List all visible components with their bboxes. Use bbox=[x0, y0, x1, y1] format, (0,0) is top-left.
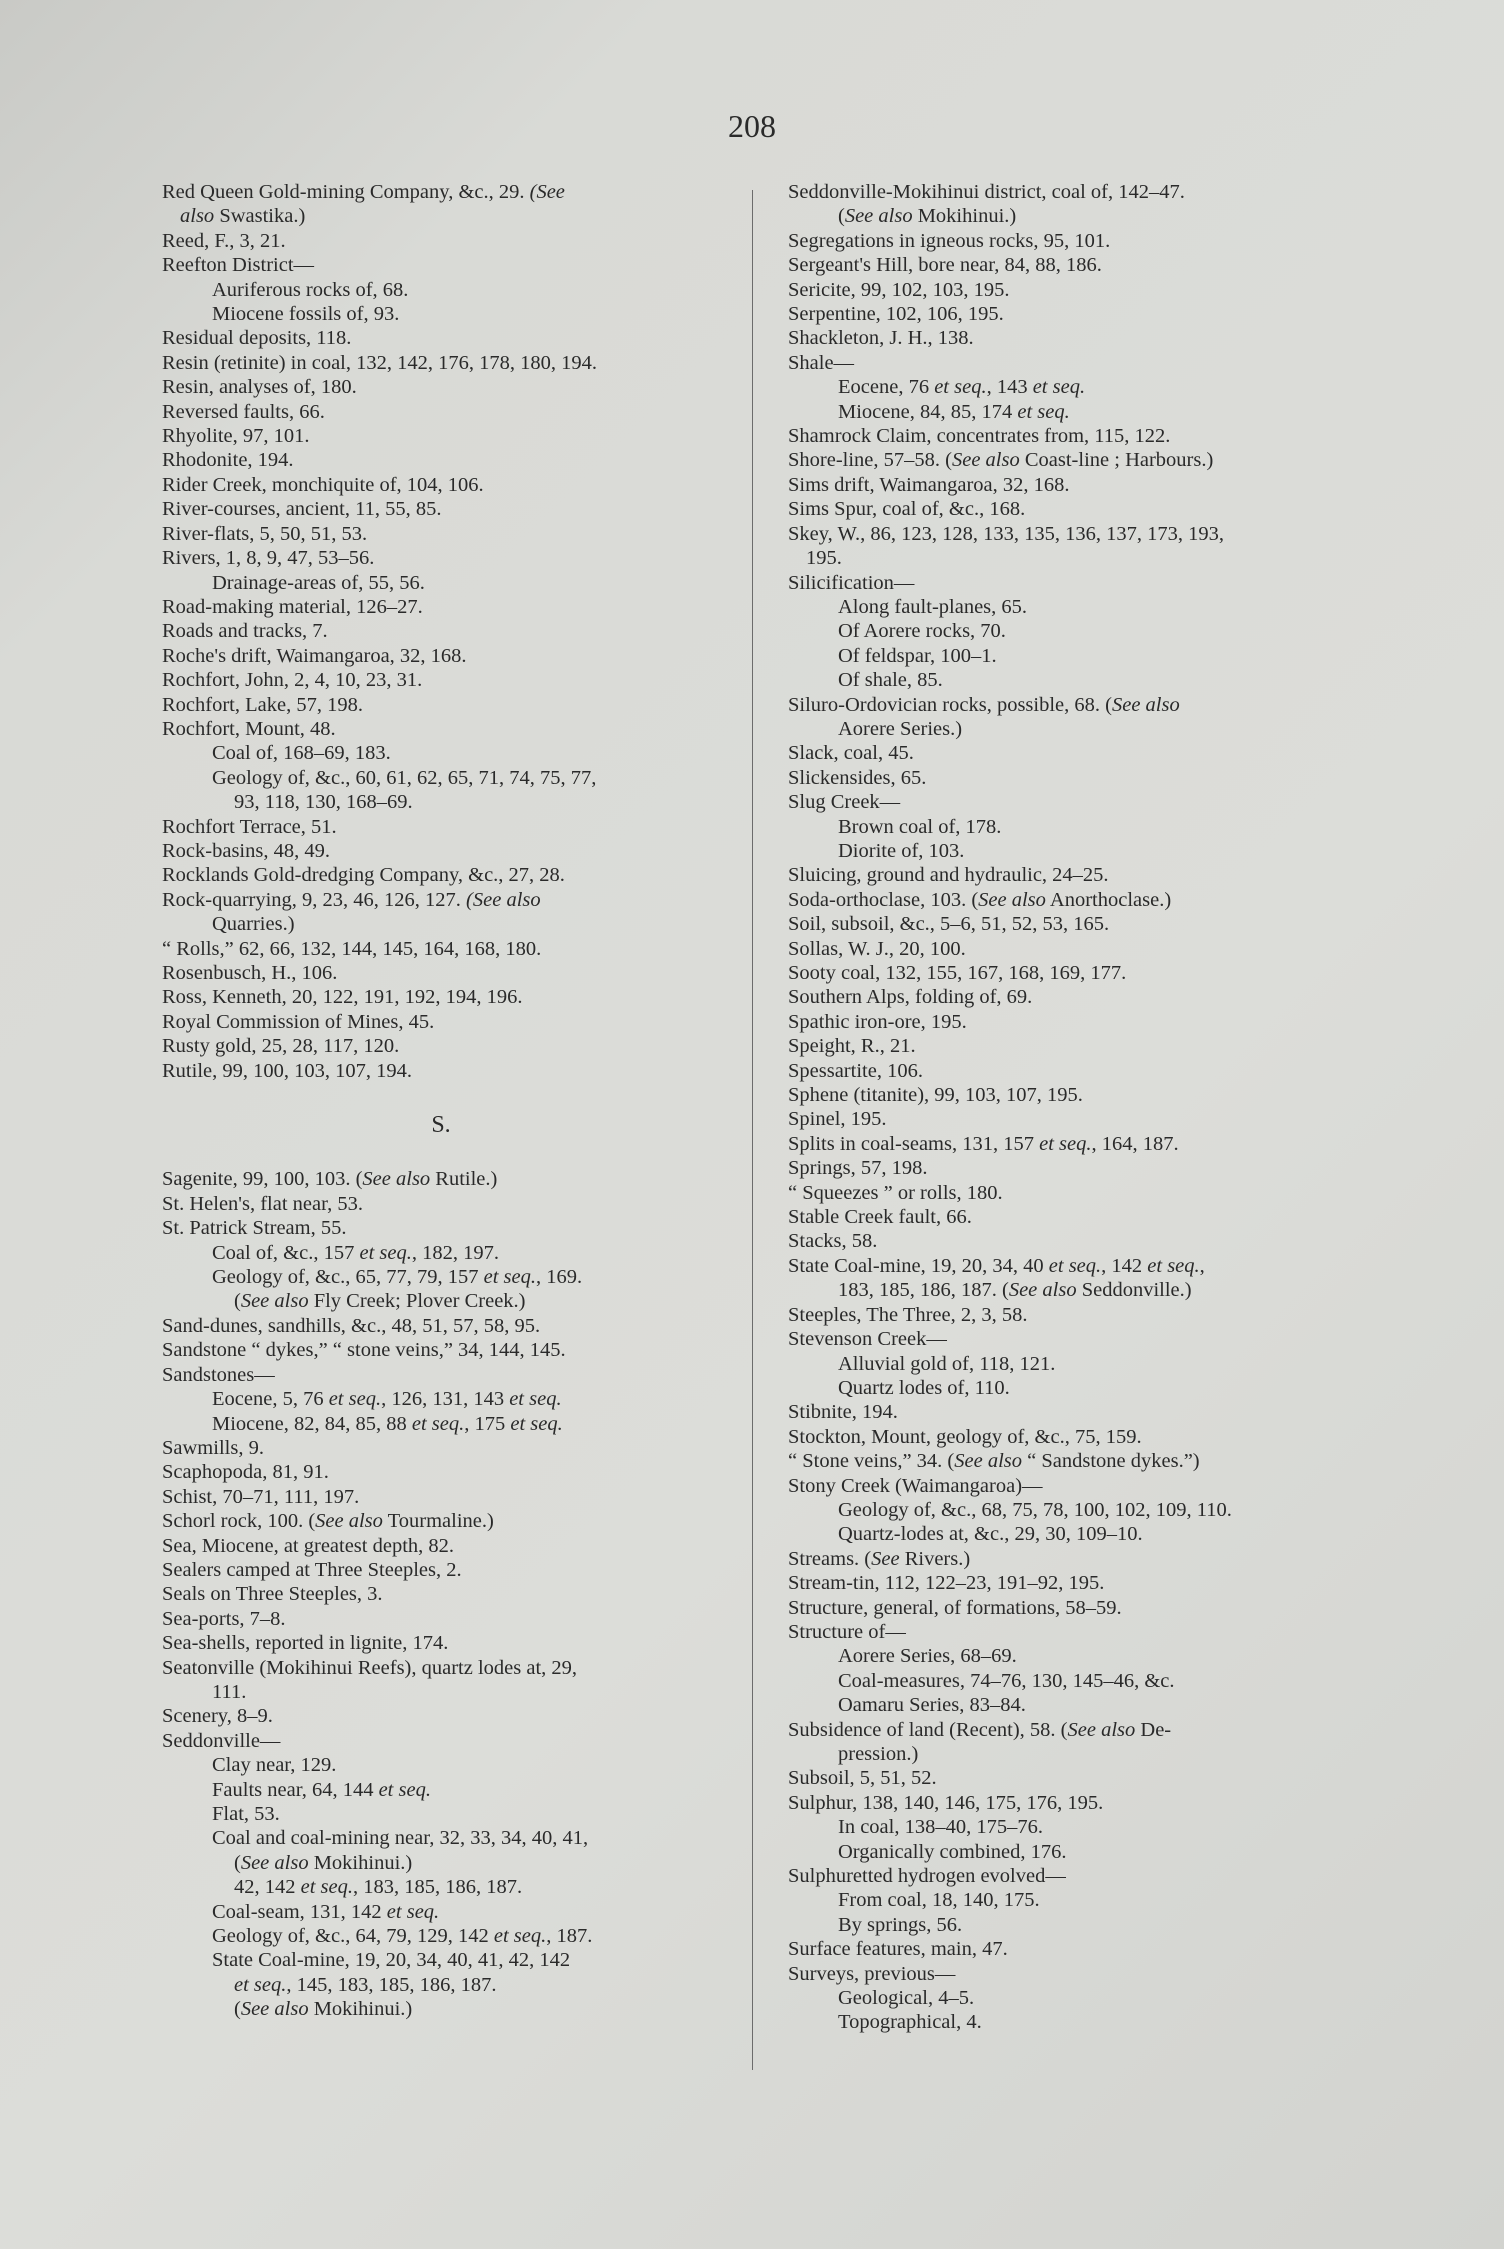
left-column bbox=[162, 180, 720, 2022]
index-entry: Seatonville (Mokihinui Reefs), quartz lodes at, 29, bbox=[162, 1656, 578, 1679]
index-entry: Sagenite, 99, 100, 103. (See also Rutile.) bbox=[162, 1168, 498, 1191]
index-subentry: Eocene, 76 et seq., 143 et seq. bbox=[838, 376, 1086, 399]
index-entry: also Swastika.) bbox=[180, 205, 306, 228]
index-entry: Resin (retinite) in coal, 132, 142, 176, 178, 180, 194. bbox=[162, 351, 597, 374]
index-entry: Sealers camped at Three Steeples, 2. bbox=[162, 1558, 462, 1581]
index-continuation: (See also Mokihinui.) bbox=[234, 1998, 413, 2021]
index-subentry: Faults near, 64, 144 et seq. bbox=[212, 1778, 431, 1801]
index-entry: State Coal-mine, 19, 20, 34, 40 et seq., 142 et seq., bbox=[788, 1254, 1205, 1277]
index-entry: Rutile, 99, 100, 103, 107, 194. bbox=[162, 1059, 412, 1082]
index-entry: Rhodonite, 194. bbox=[162, 449, 294, 472]
index-entry: Surface features, main, 47. bbox=[788, 1938, 1008, 1961]
index-continuation: (See also Mokihinui.) bbox=[838, 205, 1017, 228]
index-subentry: Of Aorere rocks, 70. bbox=[838, 620, 1006, 643]
index-entry: Reversed faults, 66. bbox=[162, 400, 325, 423]
index-continuation: Quarries.) bbox=[212, 913, 295, 936]
index-entry: Seals on Three Steeples, 3. bbox=[162, 1583, 383, 1606]
index-entry: Siluro-Ordovician rocks, possible, 68. (See also bbox=[788, 693, 1180, 716]
index-entry: Slack, coal, 45. bbox=[788, 742, 914, 765]
index-subentry: Geological, 4–5. bbox=[838, 1987, 975, 2010]
index-entry: Road-making material, 126–27. bbox=[162, 595, 423, 618]
index-entry: Sphene (titanite), 99, 103, 107, 195. bbox=[788, 1084, 1083, 1107]
index-entry: Rhyolite, 97, 101. bbox=[162, 425, 310, 448]
index-entry: Shamrock Claim, concentrates from, 115, 122. bbox=[788, 425, 1171, 448]
index-subentry: Drainage-areas of, 55, 56. bbox=[212, 571, 425, 594]
index-continuation: pression.) bbox=[838, 1743, 919, 1765]
index-entry: Slug Creek— bbox=[788, 791, 901, 814]
index-subentry: Coal of, &c., 157 et seq., 182, 197. bbox=[212, 1241, 499, 1264]
index-entry: Skey, W., 86, 123, 128, 133, 135, 136, 137, 173, 193, bbox=[788, 522, 1225, 545]
index-entry: Shore-line, 57–58. (See also Coast-line ; Harbours.) bbox=[788, 449, 1214, 472]
index-subentry: Clay near, 129. bbox=[212, 1754, 337, 1777]
index-subentry: Along fault-planes, 65. bbox=[838, 595, 1028, 618]
column-divider bbox=[752, 190, 753, 2070]
index-entry: Red Queen Gold-mining Company, &c., 29. (See bbox=[162, 181, 565, 203]
index-entry: Stevenson Creek— bbox=[788, 1328, 947, 1351]
index-entry: Springs, 57, 198. bbox=[788, 1157, 928, 1180]
index-subentry: Coal-measures, 74–76, 130, 145–46, &c. bbox=[838, 1669, 1175, 1692]
index-continuation: 195. bbox=[806, 547, 842, 570]
index-subentry: Of shale, 85. bbox=[838, 669, 943, 692]
index-entry: Reed, F., 3, 21. bbox=[162, 229, 286, 252]
index-entry: Sluicing, ground and hydraulic, 24–25. bbox=[788, 864, 1109, 887]
index-subentry: Coal of, 168–69, 183. bbox=[212, 742, 391, 765]
index-entry: Sergeant's Hill, bore near, 84, 88, 186. bbox=[788, 254, 1102, 277]
index-entry: Rock-basins, 48, 49. bbox=[162, 839, 330, 862]
index-entry: “ Stone veins,” 34. (See also “ Sandstone dykes.”) bbox=[788, 1450, 1200, 1473]
index-entry: Silicification— bbox=[788, 571, 915, 594]
index-continuation: 111. bbox=[212, 1680, 247, 1703]
index-subentry: Coal-seam, 131, 142 et seq. bbox=[212, 1900, 440, 1923]
index-subentry: Coal and coal-mining near, 32, 33, 34, 40, 41, bbox=[212, 1827, 589, 1850]
index-entry: Stable Creek fault, 66. bbox=[788, 1206, 972, 1229]
index-entry: Speight, R., 21. bbox=[788, 1035, 916, 1058]
index-subentry: Miocene fossils of, 93. bbox=[212, 303, 400, 326]
index-entry: Residual deposits, 118. bbox=[162, 327, 352, 350]
index-entry: Stony Creek (Waimangaroa)— bbox=[788, 1474, 1043, 1497]
index-entry: St. Patrick Stream, 55. bbox=[162, 1217, 347, 1240]
index-subentry: Quartz-lodes at, &c., 29, 30, 109–10. bbox=[838, 1523, 1143, 1546]
index-entry: Shackleton, J. H., 138. bbox=[788, 327, 974, 350]
index-subentry: Geology of, &c., 64, 79, 129, 142 et seq., 187. bbox=[212, 1925, 593, 1948]
index-entry: Sulphur, 138, 140, 146, 175, 176, 195. bbox=[788, 1791, 1104, 1814]
index-entry: Rochfort, John, 2, 4, 10, 23, 31. bbox=[162, 669, 423, 692]
index-entry: Resin, analyses of, 180. bbox=[162, 376, 357, 399]
index-entry: Rochfort Terrace, 51. bbox=[162, 815, 337, 838]
index-entry: Rusty gold, 25, 28, 117, 120. bbox=[162, 1035, 400, 1058]
index-entry: St. Helen's, flat near, 53. bbox=[162, 1192, 363, 1215]
index-continuation: (See also Mokihinui.) bbox=[234, 1851, 413, 1874]
index-entry: Rider Creek, monchiquite of, 104, 106. bbox=[162, 473, 484, 496]
index-entry: Sericite, 99, 102, 103, 195. bbox=[788, 278, 1010, 301]
index-entry: Sandstone “ dykes,” “ stone veins,” 34, 144, 145. bbox=[162, 1339, 566, 1362]
index-continuation: Aorere Series.) bbox=[838, 717, 963, 740]
index-subentry: Diorite of, 103. bbox=[838, 839, 965, 862]
index-entry: Shale— bbox=[788, 351, 855, 374]
index-entry: Soda-orthoclase, 103. (See also Anorthoclase.) bbox=[788, 888, 1172, 911]
index-subentry: Of feldspar, 100–1. bbox=[838, 644, 997, 667]
index-entry: Slickensides, 65. bbox=[788, 766, 927, 789]
index-continuation: 42, 142 et seq., 183, 185, 186, 187. bbox=[234, 1876, 523, 1899]
index-entry: Seddonville— bbox=[162, 1729, 281, 1752]
index-entry: Spathic iron-ore, 195. bbox=[788, 1010, 967, 1033]
index-entry: Splits in coal-seams, 131, 157 et seq., 164, 187. bbox=[788, 1132, 1179, 1155]
index-entry: Subsoil, 5, 51, 52. bbox=[788, 1767, 937, 1790]
index-entry: Southern Alps, folding of, 69. bbox=[788, 986, 1033, 1009]
index-subentry: Geology of, &c., 60, 61, 62, 65, 71, 74, 75, 77, bbox=[212, 766, 597, 789]
index-entry: Ross, Kenneth, 20, 122, 191, 192, 194, 196. bbox=[162, 986, 523, 1009]
index-entry: Schist, 70–71, 111, 197. bbox=[162, 1485, 360, 1508]
index-subentry: Eocene, 5, 76 et seq., 126, 131, 143 et seq. bbox=[212, 1388, 562, 1411]
index-entry: Stibnite, 194. bbox=[788, 1401, 898, 1424]
index-entry: Streams. (See Rivers.) bbox=[788, 1547, 971, 1570]
index-entry: River-flats, 5, 50, 51, 53. bbox=[162, 522, 368, 545]
index-subentry: Miocene, 84, 85, 174 et seq. bbox=[838, 400, 1070, 423]
index-subentry: Aorere Series, 68–69. bbox=[838, 1645, 1017, 1668]
index-subentry: Brown coal of, 178. bbox=[838, 815, 1002, 838]
index-subentry: Oamaru Series, 83–84. bbox=[838, 1694, 1026, 1717]
index-entry: Spinel, 195. bbox=[788, 1108, 887, 1131]
index-subentry: Quartz lodes of, 110. bbox=[838, 1376, 1010, 1399]
section-letter-heading: S. bbox=[431, 1112, 451, 1139]
index-entry: “ Rolls,” 62, 66, 132, 144, 145, 164, 168, 180. bbox=[162, 937, 542, 960]
index-entry: Stacks, 58. bbox=[788, 1230, 878, 1253]
index-entry: Surveys, previous— bbox=[788, 1962, 956, 1985]
index-entry: Rochfort, Mount, 48. bbox=[162, 717, 336, 740]
index-entry: Seddonville-Mokihinui district, coal of, 142–47. bbox=[788, 181, 1185, 203]
page-number: 208 bbox=[728, 108, 776, 144]
index-entry: Reefton District— bbox=[162, 254, 315, 277]
index-subentry: State Coal-mine, 19, 20, 34, 40, 41, 42, 142 bbox=[212, 1949, 571, 1972]
index-subentry: From coal, 18, 140, 175. bbox=[838, 1889, 1040, 1912]
index-entry: Sea, Miocene, at greatest depth, 82. bbox=[162, 1534, 455, 1557]
index-entry: Schorl rock, 100. (See also Tourmaline.) bbox=[162, 1510, 494, 1533]
index-entry: Sea-ports, 7–8. bbox=[162, 1607, 286, 1630]
index-subentry: Flat, 53. bbox=[212, 1803, 280, 1825]
index-entry: Scenery, 8–9. bbox=[162, 1705, 273, 1728]
index-entry: Roche's drift, Waimangaroa, 32, 168. bbox=[162, 644, 467, 667]
index-subentry: Miocene, 82, 84, 85, 88 et seq., 175 et seq. bbox=[212, 1412, 563, 1435]
index-entry: Structure of— bbox=[788, 1620, 906, 1643]
index-entry: Sims drift, Waimangaroa, 32, 168. bbox=[788, 473, 1070, 496]
index-entry: Steeples, The Three, 2, 3, 58. bbox=[788, 1303, 1028, 1326]
index-subentry: Auriferous rocks of, 68. bbox=[212, 278, 409, 301]
index-entry: Sims Spur, coal of, &c., 168. bbox=[788, 498, 1026, 521]
index-entry: Sandstones— bbox=[162, 1363, 275, 1386]
index-entry: Rivers, 1, 8, 9, 47, 53–56. bbox=[162, 547, 375, 570]
index-entry: Serpentine, 102, 106, 195. bbox=[788, 303, 1004, 326]
index-entry: Structure, general, of formations, 58–59. bbox=[788, 1596, 1122, 1619]
index-subentry: Topographical, 4. bbox=[838, 2011, 982, 2034]
index-entry: Sulphuretted hydrogen evolved— bbox=[788, 1865, 1066, 1888]
index-entry: “ Squeezes ” or rolls, 180. bbox=[788, 1181, 1003, 1204]
index-entry: Sawmills, 9. bbox=[162, 1436, 264, 1459]
index-entry: Stream-tin, 112, 122–23, 191–92, 195. bbox=[788, 1572, 1105, 1595]
index-continuation: (See also Fly Creek; Plover Creek.) bbox=[234, 1290, 526, 1313]
index-entry: River-courses, ancient, 11, 55, 85. bbox=[162, 498, 442, 521]
index-entry: Sea-shells, reported in lignite, 174. bbox=[162, 1632, 449, 1655]
index-continuation: et seq., 145, 183, 185, 186, 187. bbox=[234, 1973, 497, 1996]
index-subentry: By springs, 56. bbox=[838, 1913, 963, 1936]
index-entry: Royal Commission of Mines, 45. bbox=[162, 1010, 435, 1033]
index-entry: Scaphopoda, 81, 91. bbox=[162, 1461, 329, 1484]
index-subentry: In coal, 138–40, 175–76. bbox=[838, 1816, 1043, 1839]
index-entry: Segregations in igneous rocks, 95, 101. bbox=[788, 229, 1111, 252]
index-continuation: 183, 185, 186, 187. (See also Seddonville.) bbox=[838, 1279, 1192, 1302]
index-entry: Soil, subsoil, &c., 5–6, 51, 52, 53, 165. bbox=[788, 913, 1110, 936]
index-entry: Rocklands Gold-dredging Company, &c., 27, 28. bbox=[162, 864, 565, 887]
index-entry: Roads and tracks, 7. bbox=[162, 620, 328, 643]
index-subentry: Organically combined, 176. bbox=[838, 1840, 1067, 1863]
index-entry: Rochfort, Lake, 57, 198. bbox=[162, 693, 363, 716]
index-entry: Sand-dunes, sandhills, &c., 48, 51, 57, 58, 95. bbox=[162, 1314, 541, 1337]
index-entry: Sooty coal, 132, 155, 167, 168, 169, 177. bbox=[788, 962, 1127, 984]
index-entry: Spessartite, 106. bbox=[788, 1059, 923, 1082]
index-subentry: Alluvial gold of, 118, 121. bbox=[838, 1352, 1056, 1375]
index-entry: Rosenbusch, H., 106. bbox=[162, 962, 338, 984]
index-entry: Subsidence of land (Recent), 58. (See also De- bbox=[788, 1718, 1172, 1741]
index-entry: Rock-quarrying, 9, 23, 46, 126, 127. (See also bbox=[162, 888, 541, 911]
right-column bbox=[788, 180, 1348, 2035]
index-subentry: Geology of, &c., 65, 77, 79, 157 et seq., 169. bbox=[212, 1266, 583, 1289]
index-entry: Stockton, Mount, geology of, &c., 75, 159. bbox=[788, 1425, 1142, 1448]
index-subentry: Geology of, &c., 68, 75, 78, 100, 102, 109, 110. bbox=[838, 1498, 1232, 1521]
index-entry: Sollas, W. J., 20, 100. bbox=[788, 937, 966, 960]
index-continuation: 93, 118, 130, 168–69. bbox=[234, 791, 413, 814]
